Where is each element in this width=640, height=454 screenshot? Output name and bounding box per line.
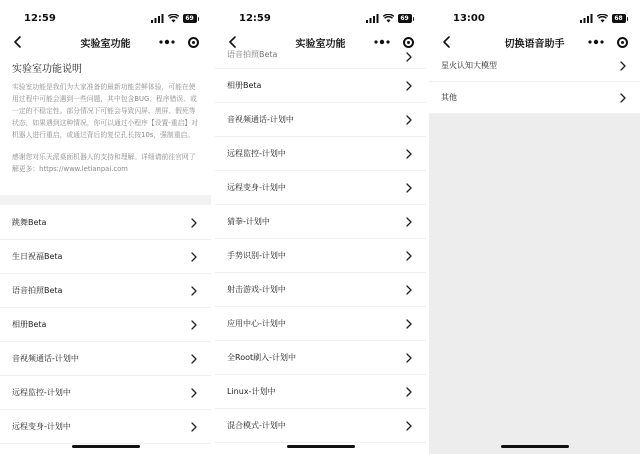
chevron-right-icon	[191, 354, 197, 364]
signal-icon	[580, 14, 593, 23]
capsule-menu	[576, 34, 630, 50]
home-indicator[interactable]	[72, 445, 140, 448]
home-indicator[interactable]	[287, 445, 355, 448]
chevron-right-icon	[191, 252, 197, 262]
chevron-right-icon	[406, 81, 412, 91]
status-time: 13:00	[453, 13, 485, 24]
more-dots-icon[interactable]	[374, 39, 390, 45]
status-icons	[580, 14, 629, 23]
intro-thanks: 感谢您对乐天派桌面机器人的支持和理解。详细请前往官网了解更多：https://www.letianpai.com	[12, 153, 196, 173]
chevron-right-icon	[191, 388, 197, 398]
list-item-label: 应用中心-计划中	[227, 319, 286, 328]
battery-icon	[183, 14, 200, 23]
nav-bar	[429, 32, 640, 50]
list-item-label: 远程变身-计划中	[227, 183, 286, 192]
chevron-right-icon	[406, 149, 412, 159]
list-item-label: 其他	[441, 93, 457, 102]
list-item[interactable]	[215, 69, 426, 103]
chevron-right-icon	[620, 93, 626, 103]
more-dots-icon[interactable]	[159, 39, 175, 45]
target-circle-icon[interactable]	[188, 37, 199, 48]
chevron-right-icon	[406, 251, 412, 261]
status-bar	[215, 0, 426, 32]
status-time: 12:59	[24, 13, 56, 24]
chevron-right-icon	[406, 52, 412, 62]
list-item[interactable]	[215, 171, 426, 205]
intro-heading: 实验室功能说明	[12, 64, 82, 75]
list-item[interactable]	[0, 308, 211, 342]
chevron-right-icon	[406, 387, 412, 397]
status-icons	[366, 14, 415, 23]
list-item-label: 猜拳-计划中	[227, 217, 270, 226]
chevron-right-icon	[406, 217, 412, 227]
nav-bar	[0, 32, 211, 52]
more-dots-icon[interactable]	[588, 39, 604, 45]
list-item-label: 音视频通话-计划中	[12, 354, 79, 363]
battery-icon	[612, 14, 629, 23]
list-item-label: 远程监控-计划中	[227, 149, 286, 158]
list-item[interactable]	[215, 409, 426, 443]
chevron-right-icon	[406, 421, 412, 431]
section-divider	[0, 195, 211, 205]
intro-description: 实验室功能是我们为大家准备的最新功能尝鲜体验，可能在使用过程中可能会遇到一些问题，其中包含BUG、程序错误、或一定的不稳定性。部分情况下可能会导致闪屏、黑屏、假死等状态，如果遇到这种情况，你可以通过小程序【设置-重启】对机器人进行重启，或通过背后的复位孔长按10s，强制重启。	[12, 83, 198, 139]
list-item[interactable]	[215, 205, 426, 239]
status-icons	[151, 14, 200, 23]
screen-switch-voice-assistant	[429, 0, 640, 454]
list-item[interactable]	[429, 82, 640, 114]
signal-icon	[151, 14, 164, 23]
target-circle-icon[interactable]	[617, 37, 628, 48]
list-item-label: 语音拍照Beta	[12, 286, 63, 295]
battery-level: 69	[398, 14, 412, 23]
chevron-right-icon	[191, 422, 197, 432]
chevron-right-icon	[406, 285, 412, 295]
wifi-icon	[168, 14, 179, 23]
page-title: 实验室功能	[80, 39, 131, 50]
capsule-menu	[362, 34, 416, 50]
list-item-label: 生日祝福Beta	[12, 252, 63, 261]
wifi-icon	[597, 14, 608, 23]
list-item-label: 混合模式-计划中	[227, 421, 286, 430]
feature-list	[0, 206, 211, 444]
list-item-label: 相册Beta	[227, 81, 262, 90]
list-item[interactable]	[0, 342, 211, 376]
list-item[interactable]	[215, 103, 426, 137]
list-item-label: 语音拍照Beta	[227, 50, 278, 59]
page-title: 实验室功能	[295, 39, 346, 50]
list-item-label: Linux-计划中	[227, 387, 276, 396]
battery-level: 69	[183, 14, 197, 23]
signal-icon	[366, 14, 379, 23]
list-item-label: 全Root刷入-计划中	[227, 353, 297, 362]
wifi-icon	[383, 14, 394, 23]
list-item[interactable]	[215, 375, 426, 409]
chevron-right-icon	[191, 286, 197, 296]
list-item[interactable]	[215, 239, 426, 273]
feature-list	[215, 52, 426, 443]
list-item-label: 星火认知大模型	[441, 61, 497, 70]
page-title: 切换语音助手	[504, 39, 565, 50]
target-circle-icon[interactable]	[403, 37, 414, 48]
list-item[interactable]	[215, 307, 426, 341]
list-item-label: 射击游戏-计划中	[227, 285, 286, 294]
screen-lab-features-scrolled	[215, 0, 426, 454]
status-bar	[429, 0, 640, 32]
chevron-right-icon	[406, 183, 412, 193]
list-item[interactable]	[429, 50, 640, 82]
capsule-menu	[147, 34, 201, 50]
list-item-label: 手势识别-计划中	[227, 251, 286, 260]
battery-level: 68	[612, 14, 626, 23]
list-item[interactable]	[215, 341, 426, 375]
list-item-label: 远程监控-计划中	[12, 388, 71, 397]
status-bar	[0, 0, 211, 32]
list-item[interactable]	[0, 206, 211, 240]
chevron-right-icon	[406, 115, 412, 125]
list-item-label: 跳舞Beta	[12, 218, 47, 227]
list-item[interactable]	[0, 376, 211, 410]
list-item-label: 音视频通话-计划中	[227, 115, 294, 124]
chevron-right-icon	[191, 320, 197, 330]
assistant-list	[429, 50, 640, 114]
chevron-right-icon	[620, 61, 626, 71]
home-indicator[interactable]	[501, 445, 569, 448]
chevron-right-icon	[406, 353, 412, 363]
lab-intro	[12, 60, 199, 175]
list-item-label: 相册Beta	[12, 320, 47, 329]
chevron-right-icon	[406, 319, 412, 329]
list-item[interactable]	[215, 137, 426, 171]
list-item[interactable]	[215, 52, 426, 69]
list-item[interactable]	[0, 274, 211, 308]
nav-bar	[215, 32, 426, 52]
screen-lab-features-top	[0, 0, 211, 454]
list-item[interactable]	[0, 240, 211, 274]
chevron-right-icon	[191, 218, 197, 228]
list-item[interactable]	[0, 410, 211, 444]
list-item[interactable]	[215, 273, 426, 307]
list-item-label: 远程变身-计划中	[12, 422, 71, 431]
battery-icon	[398, 14, 415, 23]
status-time: 12:59	[239, 13, 271, 24]
